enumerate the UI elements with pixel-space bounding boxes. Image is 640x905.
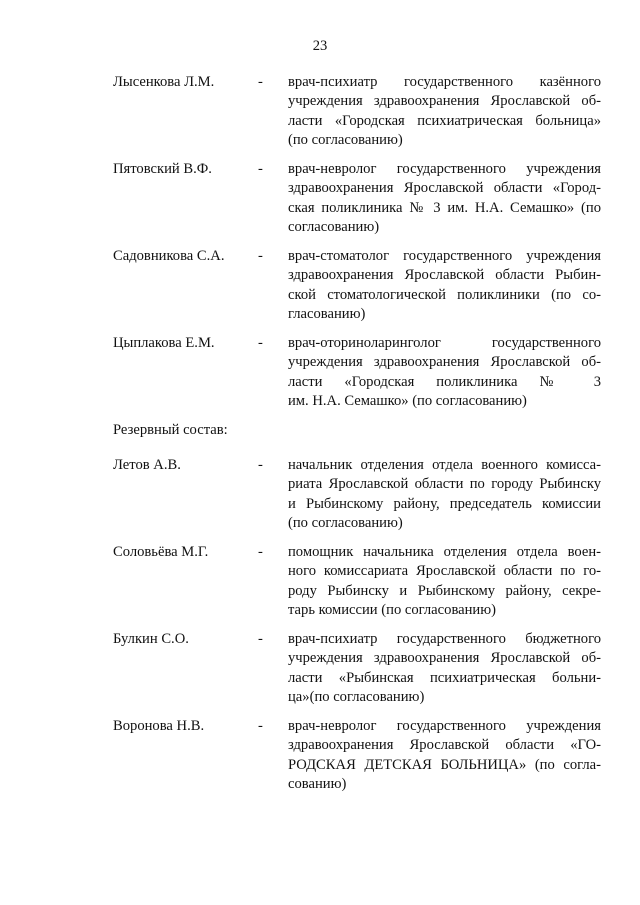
position-line: врач-стоматолог государственного учреждения — [288, 248, 601, 264]
page-number: 23 — [312, 38, 328, 54]
dash-separator: - — [258, 718, 263, 734]
position-line: врач-невролог государственного учреждения — [288, 718, 601, 734]
member-name: Воронова Н.В. — [113, 718, 205, 734]
position-line: учреждения здравоохранения Ярославской об- — [288, 650, 601, 667]
position-line: здравоохранения Ярославской области «Город- — [288, 180, 601, 197]
position-line: врач-психиатр государственного казённого — [288, 74, 601, 90]
member-position — [288, 247, 601, 324]
position-line: ская поликлиника № 3 им. Н.А. Семашко» (по — [288, 199, 601, 216]
dash-separator: - — [258, 631, 263, 647]
position-line: тарь комиссии (по согласованию) — [288, 601, 496, 618]
position-line: и Рыбинскому району, председатель комиссии — [288, 495, 601, 512]
position-line: (по согласованию) — [288, 514, 403, 531]
dash-separator: - — [258, 457, 263, 473]
dash-separator: - — [258, 74, 263, 90]
member-position — [288, 630, 601, 707]
member-name: Цыплакова Е.М. — [113, 335, 215, 351]
position-line: РОДСКАЯ ДЕТСКАЯ БОЛЬНИЦА» (по согла- — [288, 756, 601, 773]
position-line: ласти «Городская психиатрическая больница» — [288, 112, 601, 129]
reserve-section-heading: Резервный состав: — [113, 422, 228, 438]
position-line: им. Н.А. Семашко» (по согласованию) — [288, 392, 527, 409]
position-line: сованию) — [288, 775, 347, 792]
position-line: согласованию) — [288, 218, 380, 235]
member-position — [288, 73, 601, 150]
position-line: (по согласованию) — [288, 131, 403, 148]
member-name: Лысенкова Л.М. — [113, 74, 215, 90]
position-line: гласованию) — [288, 305, 366, 322]
member-name: Пятовский В.Ф. — [113, 161, 212, 177]
member-name: Булкин С.О. — [113, 631, 189, 647]
member-position — [288, 717, 601, 794]
position-line: помощник начальника отделения отдела воен- — [288, 544, 601, 560]
position-line: врач-невролог государственного учреждения — [288, 161, 601, 177]
member-position — [288, 334, 601, 411]
member-name: Соловьёва М.Г. — [113, 544, 209, 560]
position-line: врач-оториноларинголог государственного — [288, 335, 601, 351]
dash-separator: - — [258, 161, 263, 177]
position-line: ласти «Рыбинская психиатрическая больни- — [288, 669, 601, 686]
position-line: врач-психиатр государственного бюджетного — [288, 631, 601, 647]
position-line: здравоохранения Ярославской области Рыбин- — [288, 267, 601, 284]
dash-separator: - — [258, 335, 263, 351]
position-line: учреждения здравоохранения Ярославской об- — [288, 354, 601, 371]
position-line: ца»(по согласованию) — [288, 688, 425, 705]
position-line: роду Рыбинску и Рыбинскому району, секре- — [288, 582, 601, 599]
dash-separator: - — [258, 544, 263, 560]
dash-separator: - — [258, 248, 263, 264]
position-line: начальник отделения отдела военного комисса- — [288, 457, 601, 473]
position-line: здравоохранения Ярославской области «ГО- — [288, 737, 601, 754]
member-position — [288, 456, 601, 533]
member-position — [288, 160, 601, 237]
position-line: ласти «Городская поликлиника № 3 — [288, 373, 601, 390]
position-line: ного комиссариата Ярославской области по го- — [288, 563, 601, 580]
member-position — [288, 543, 601, 620]
position-line: ской стоматологической поликлиники (по со- — [288, 286, 601, 303]
position-line: учреждения здравоохранения Ярославской об- — [288, 93, 601, 110]
member-name: Летов А.В. — [113, 457, 181, 473]
member-name: Садовникова С.А. — [113, 248, 225, 264]
position-line: риата Ярославской области по городу Рыбинску — [288, 476, 601, 493]
